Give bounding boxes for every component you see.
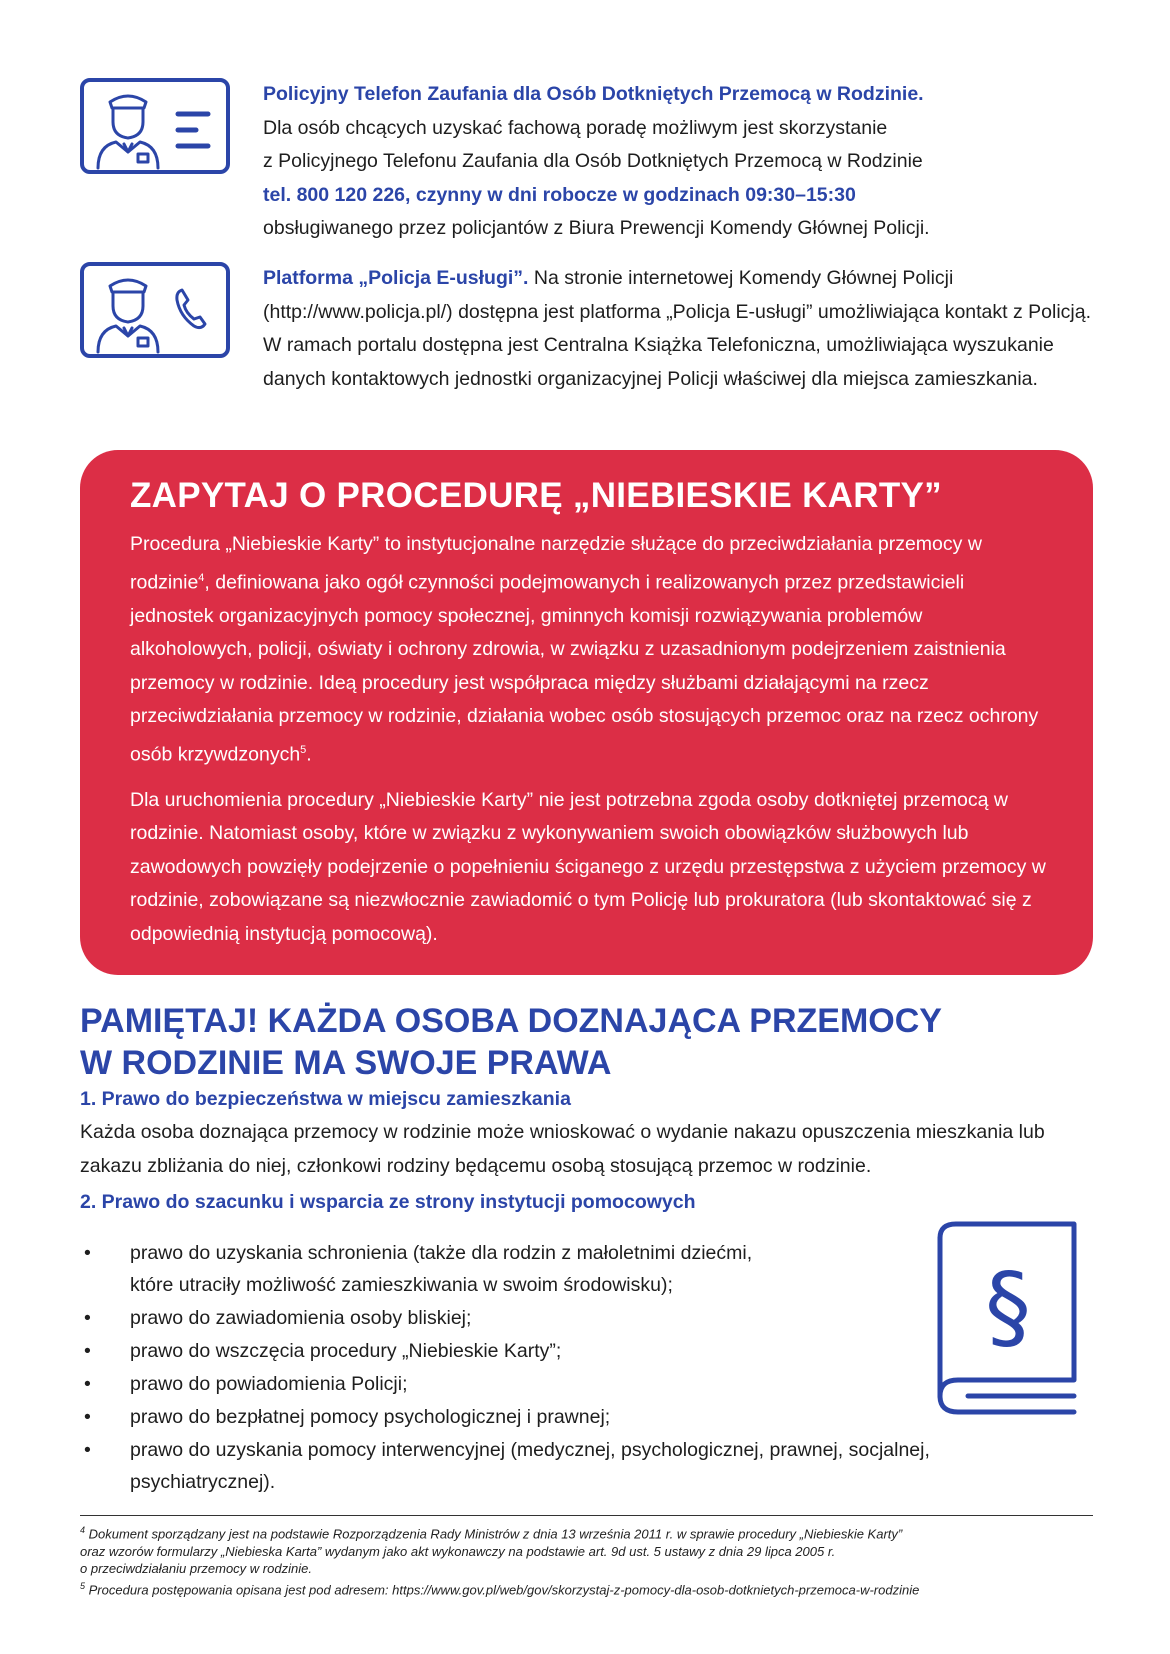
rights-list xyxy=(80,1237,1020,1499)
law-book-paragraph-icon xyxy=(924,1220,1090,1421)
info-title: Platforma „Policja E-usługi”. xyxy=(263,267,529,289)
police-officer-id-card-icon xyxy=(80,78,230,174)
red-box-heading: ZAPYTAJ O PROCEDURĘ „NIEBIESKIE KARTY” xyxy=(130,476,942,515)
list-item-text: prawo do uzyskania schronienia (także dla rodzin z małoletnimi dziećmi, xyxy=(130,1242,753,1264)
paragraph-symbol: § xyxy=(985,1253,1031,1360)
red-box-paragraph-2: Dla uruchomienia procedury „Niebieskie Karty” nie jest potrzebna zgoda osoby dotkniętej przemocą w rodzinie. Natomiast osoby, które w związku z wykonywaniem swoich obowiązków służbowych lub zawodowych powzięły podejrzenie o popełnieniu ściganego z urzędu przestępstwa z użyciem przemocy w rodzinie, zobowiązane są niezwłocznie zawiadomić o tym Policję lub prokuratora (lub skontaktować się z odpowiednią instytucją pomocową). xyxy=(130,788,1046,945)
list-item-text: które utraciły możliwość zamieszkiwania w swoim środowisku); xyxy=(130,1274,673,1296)
info-body: Na stronie internetowej Komendy Głównej Policji (http://www.policja.pl/) dostępna jest platforma „Policja E-usługi” umożliwiająca kontakt z Policją. W ramach portalu dostępna jest Centralna Książka Telefoniczna, umożliwiająca wyszukanie danych kontaktowych jednostki organizacyjnej Policji właściwej dla miejsca zamieszkania. xyxy=(263,267,1092,390)
info-text xyxy=(263,262,1093,396)
red-box-paragraph-1 xyxy=(130,528,1047,772)
bullet: • xyxy=(84,1439,91,1461)
list-item xyxy=(80,1302,1020,1334)
section-2-heading: 2. Prawo do szacunku i wsparcia ze strony instytucji pomocowych xyxy=(80,1191,696,1213)
list-item-text: prawo do bezpłatnej pomocy psychologicznej i prawnej; xyxy=(130,1406,611,1428)
footnote-ref: 5 xyxy=(300,743,307,756)
section-1-text: Każda osoba doznająca przemocy w rodzinie może wnioskować o wydanie nakazu opuszczenia mieszkania lub zakazu zbliżania do niej, członkowi rodziny będącemu osobą stosującą przemoc w rodzinie. xyxy=(80,1121,1045,1177)
list-item xyxy=(80,1401,1020,1433)
info-line: Dla osób chcących uzyskać fachową poradę możliwym jest skorzystanie xyxy=(263,116,888,139)
info-line: obsługiwanego przez policjantów z Biura Prewencji Komendy Głównej Policji. xyxy=(263,217,930,239)
footnote-4 xyxy=(80,1522,1093,1578)
list-item xyxy=(80,1335,1020,1367)
phone-number: tel. 800 120 226, czynny w dni robocze w godzinach 09:30–15:30 xyxy=(263,183,856,206)
footnote-ref: 4 xyxy=(198,571,205,584)
footnote-number: 4 xyxy=(80,1525,86,1535)
footnote-number: 5 xyxy=(80,1580,86,1591)
bullet: • xyxy=(84,1373,91,1395)
paragraph-text: . xyxy=(306,743,312,765)
footnote-text: oraz wzorów formularzy „Niebieska Karta” wydanym jako akt wykonawczy na podstawie art. 9d ust. 5 ustawy z dnia 29 lipca 2005 r. xyxy=(80,1543,836,1559)
list-item xyxy=(80,1237,1020,1301)
footnote-5 xyxy=(80,1578,1093,1599)
paragraph-text: , definiowana jako ogół czynności podejmowanych i realizowanych przez przedstawicieli jednostek organizacyjnych pomocy społecznej, gminnych komisji rozwiązywania problemów alkoholowych, policji, oświaty i ochrony zdrowia, w związku z uzasadnionym podejrzeniem zaistnienia przemocy w rodzinie. Ideą procedury jest współpraca między służbami działającymi na rzecz przeciwdziałania przemocy w rodzinie, działania wobec osób stosujących przemoc oraz na rzecz ochrony osób krzywdzonych xyxy=(130,571,1039,765)
footnote-text: Procedura postępowania opisana jest pod adresem: https://www.gov.pl/web/gov/skorzystaj-z-pomocy-dla-osob-dotknietych-przemoca-w-rodzinie xyxy=(85,1582,920,1598)
info-text xyxy=(263,78,1093,246)
list-item-text: psychiatrycznej). xyxy=(130,1471,276,1493)
bullet: • xyxy=(84,1340,91,1362)
info-title: Policyjny Telefon Zaufania dla Osób Dotkniętych Przemocą w Rodzinie. xyxy=(263,83,924,105)
info-line: z Policyjnego Telefonu Zaufania dla Osób Dotkniętych Przemocą w Rodzinie xyxy=(263,150,923,172)
bullet: • xyxy=(84,1242,91,1264)
police-officer-phone-icon xyxy=(80,262,230,358)
rights-title-line: W RODZINIE MA SWOJE PRAWA xyxy=(80,1044,612,1082)
list-item-text: prawo do uzyskania pomocy interwencyjnej (medycznej, psychologicznej, prawnej, socjalnej, xyxy=(130,1439,930,1461)
list-item-text: prawo do wszczęcia procedury „Niebieskie Karty”; xyxy=(130,1340,562,1362)
bullet: • xyxy=(84,1307,91,1329)
blue-card-procedure-box xyxy=(80,450,1093,975)
list-item xyxy=(80,1368,1020,1400)
bullet: • xyxy=(84,1406,91,1428)
rights-title xyxy=(80,1000,1100,1084)
list-item-text: prawo do powiadomienia Policji; xyxy=(130,1373,408,1395)
section-1-heading: 1. Prawo do bezpieczeństwa w miejscu zamieszkania xyxy=(80,1088,571,1110)
footnote-text: Dokument sporządzany jest na podstawie Rozporządzenia Rady Ministrów z dnia 13 września 2011 r. w sprawie procedury „Niebieskie Karty” xyxy=(85,1526,903,1542)
paragraph-text: Procedura „Niebieskie Karty” to instytucjonalne narzędzie służące do przeciwdziałania przemocy w rodzinie xyxy=(130,533,982,593)
rights-title-line: PAMIĘTAJ! KAŻDA OSOBA DOZNAJĄCA PRZEMOCY xyxy=(80,1002,942,1040)
footnote-text: o przeciwdziałaniu przemocy w rodzinie. xyxy=(80,1561,312,1577)
list-item-text: prawo do zawiadomienia osoby bliskiej; xyxy=(130,1307,472,1329)
list-item xyxy=(80,1434,1020,1498)
footnotes xyxy=(80,1515,1093,1599)
